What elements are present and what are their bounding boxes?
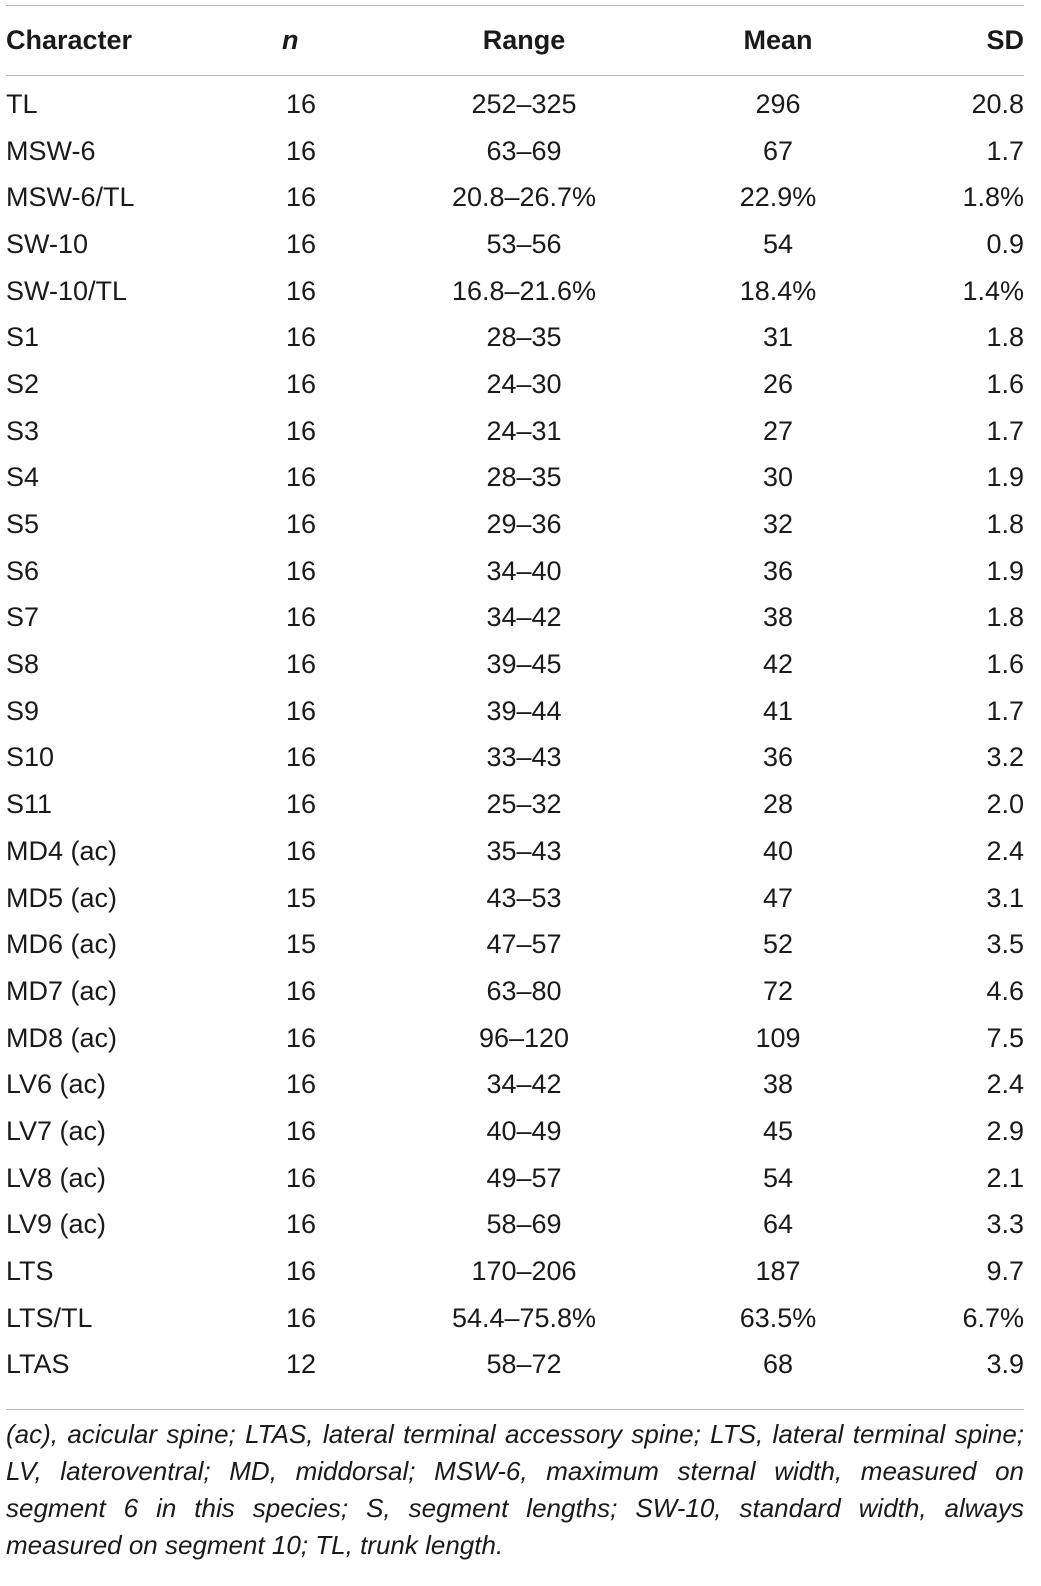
table-row (6, 595, 1024, 642)
cell-mean: 22.9% (739, 182, 817, 213)
cell-n: 12 (286, 1349, 317, 1380)
cell-character: S1 (6, 322, 40, 353)
cell-mean: 41 (762, 695, 794, 726)
cell-sd: 3.9 (986, 1349, 1024, 1380)
table-row (6, 501, 1024, 548)
cell-sd: 3.2 (986, 742, 1024, 773)
table-row (6, 968, 1024, 1015)
cell-sd: 3.1 (986, 882, 1024, 913)
table-row (6, 1342, 1024, 1389)
cell-character: S5 (6, 509, 40, 540)
cell-sd: 1.7 (986, 695, 1024, 726)
cell-mean: 32 (762, 509, 794, 540)
cell-n: 16 (286, 462, 317, 493)
cell-range: 33–43 (486, 742, 562, 773)
cell-sd: 7.5 (986, 1022, 1024, 1053)
cell-n: 16 (286, 602, 317, 633)
cell-mean: 54 (762, 1162, 794, 1193)
cell-mean: 18.4% (739, 275, 817, 306)
cell-sd: 3.5 (986, 929, 1024, 960)
cell-mean: 67 (762, 135, 794, 166)
cell-sd: 3.3 (986, 1209, 1024, 1240)
cell-n: 15 (286, 882, 317, 913)
cell-character: LTS (6, 1256, 54, 1287)
table-row (6, 268, 1024, 315)
cell-mean: 36 (762, 555, 794, 586)
table-row (6, 128, 1024, 175)
cell-mean: 26 (762, 368, 794, 399)
cell-range: 16.8–21.6% (451, 275, 597, 306)
table-row (6, 548, 1024, 595)
cell-mean: 52 (762, 929, 794, 960)
cell-n: 16 (286, 415, 317, 446)
table-row (6, 1015, 1024, 1062)
cell-sd: 1.7 (986, 415, 1024, 446)
cell-character: LV9 (ac) (6, 1209, 107, 1240)
cell-sd: 2.4 (986, 1069, 1024, 1100)
cell-n: 16 (286, 835, 317, 866)
cell-n: 16 (286, 975, 317, 1006)
table-row (6, 1295, 1024, 1342)
cell-sd: 4.6 (986, 975, 1024, 1006)
cell-range: 47–57 (486, 929, 562, 960)
table-row (6, 735, 1024, 782)
cell-n: 16 (286, 1022, 317, 1053)
cell-range: 54.4–75.8% (451, 1302, 597, 1333)
cell-range: 252–325 (471, 88, 577, 119)
table-row (6, 688, 1024, 735)
cell-sd: 2.4 (986, 835, 1024, 866)
cell-n: 16 (286, 789, 317, 820)
cell-character: MSW-6/TL (6, 182, 135, 213)
table-row (6, 1108, 1024, 1155)
table-row (6, 1248, 1024, 1295)
cell-range: 58–69 (486, 1209, 562, 1240)
cell-n: 16 (286, 509, 317, 540)
cell-mean: 187 (755, 1256, 801, 1287)
cell-character: LV7 (ac) (6, 1115, 107, 1146)
cell-n: 16 (286, 1162, 317, 1193)
cell-character: MSW-6 (6, 135, 96, 166)
cell-character: TL (6, 88, 38, 119)
cell-range: 34–42 (486, 1069, 562, 1100)
cell-range: 63–69 (486, 135, 562, 166)
cell-sd: 1.8 (986, 509, 1024, 540)
cell-range: 24–30 (486, 368, 562, 399)
cell-sd: 6.7% (962, 1302, 1024, 1333)
table-row (6, 1155, 1024, 1202)
header-mean: Mean (743, 25, 813, 55)
cell-character: MD5 (ac) (6, 882, 118, 913)
cell-range: 20.8–26.7% (451, 182, 597, 213)
table-row (6, 828, 1024, 875)
table-row (6, 361, 1024, 408)
cell-n: 16 (286, 322, 317, 353)
cell-character: SW-10 (6, 228, 89, 259)
cell-n: 16 (286, 182, 317, 213)
table-header-row (6, 6, 1024, 75)
table-bottom-rule (6, 1409, 1024, 1410)
cell-n: 16 (286, 555, 317, 586)
cell-character: MD7 (ac) (6, 975, 118, 1006)
cell-sd: 1.8% (962, 182, 1024, 213)
cell-sd: 1.7 (986, 135, 1024, 166)
measurements-table (6, 6, 1024, 1388)
cell-mean: 54 (762, 228, 794, 259)
cell-character: MD4 (ac) (6, 835, 118, 866)
cell-mean: 27 (762, 415, 794, 446)
cell-n: 16 (286, 1256, 317, 1287)
cell-sd: 1.8 (986, 602, 1024, 633)
cell-character: LV8 (ac) (6, 1162, 107, 1193)
cell-mean: 64 (762, 1209, 794, 1240)
table-row (6, 455, 1024, 502)
header-character: Character (6, 25, 133, 55)
cell-n: 16 (286, 135, 317, 166)
cell-mean: 28 (762, 789, 794, 820)
cell-range: 43–53 (486, 882, 562, 913)
cell-character: MD8 (ac) (6, 1022, 118, 1053)
table-row (6, 408, 1024, 455)
cell-mean: 109 (755, 1022, 801, 1053)
cell-mean: 72 (762, 975, 794, 1006)
cell-range: 34–42 (486, 602, 562, 633)
cell-mean: 68 (762, 1349, 794, 1380)
table-row (6, 781, 1024, 828)
cell-character: S11 (6, 789, 53, 820)
cell-character: S10 (6, 742, 55, 773)
table-row (6, 641, 1024, 688)
cell-mean: 38 (762, 602, 794, 633)
cell-mean: 30 (762, 462, 794, 493)
table-row (6, 174, 1024, 221)
cell-character: S6 (6, 555, 40, 586)
table-row (6, 314, 1024, 361)
cell-range: 34–40 (486, 555, 562, 586)
table-row (6, 875, 1024, 922)
header-n: n (282, 25, 299, 55)
cell-sd: 2.0 (986, 789, 1024, 820)
cell-character: S4 (6, 462, 40, 493)
table-row (6, 75, 1024, 128)
cell-mean: 38 (762, 1069, 794, 1100)
table-body (6, 75, 1024, 1388)
cell-n: 16 (286, 368, 317, 399)
cell-character: S8 (6, 649, 40, 680)
cell-character: LTS/TL (6, 1302, 93, 1333)
cell-character: S9 (6, 695, 40, 726)
cell-mean: 31 (762, 322, 794, 353)
cell-character: S3 (6, 415, 40, 446)
table-row (6, 221, 1024, 268)
table-row (6, 921, 1024, 968)
cell-range: 49–57 (486, 1162, 562, 1193)
cell-n: 16 (286, 88, 317, 119)
cell-character: MD6 (ac) (6, 929, 118, 960)
cell-range: 25–32 (486, 789, 562, 820)
table-row (6, 1202, 1024, 1249)
cell-range: 63–80 (486, 975, 562, 1006)
cell-n: 16 (286, 649, 317, 680)
cell-range: 35–43 (486, 835, 562, 866)
cell-n: 16 (286, 1069, 317, 1100)
cell-range: 29–36 (486, 509, 562, 540)
cell-sd: 2.1 (986, 1162, 1024, 1193)
table-footnote: (ac), acicular spine; LTAS, lateral terminal accessory spine; LTS, lateral terminal spine; LV, lateroventral; MD, middorsal; MSW-6, maximum sternal width, measured on segment 6 in this species; S, segment lengths; SW-10, standard width, always measured on segment 10; TL, trunk length. (6, 1419, 1024, 1560)
cell-n: 16 (286, 1115, 317, 1146)
cell-range: 39–45 (486, 649, 562, 680)
cell-sd: 1.6 (986, 649, 1024, 680)
cell-n: 16 (286, 228, 317, 259)
cell-range: 58–72 (486, 1349, 562, 1380)
cell-range: 96–120 (478, 1022, 570, 1053)
cell-range: 40–49 (486, 1115, 562, 1146)
cell-character: SW-10/TL (6, 275, 128, 306)
cell-range: 53–56 (486, 228, 562, 259)
cell-mean: 63.5% (739, 1302, 817, 1333)
cell-n: 16 (286, 695, 317, 726)
header-sd: SD (986, 25, 1024, 55)
cell-mean: 40 (762, 835, 794, 866)
cell-sd: 1.9 (986, 462, 1024, 493)
cell-sd: 9.7 (986, 1256, 1024, 1287)
cell-character: S2 (6, 368, 40, 399)
cell-range: 170–206 (471, 1256, 577, 1287)
header-range: Range (482, 25, 566, 55)
cell-character: LTAS (6, 1349, 70, 1380)
cell-mean: 36 (762, 742, 794, 773)
cell-sd: 1.8 (986, 322, 1024, 353)
cell-n: 16 (286, 275, 317, 306)
cell-sd: 2.9 (986, 1115, 1024, 1146)
cell-mean: 296 (755, 88, 801, 119)
cell-mean: 45 (762, 1115, 794, 1146)
cell-sd: 20.8 (971, 88, 1024, 119)
table-row (6, 1061, 1024, 1108)
cell-character: LV6 (ac) (6, 1069, 107, 1100)
cell-n: 16 (286, 1302, 317, 1333)
cell-n: 15 (286, 929, 317, 960)
cell-n: 16 (286, 742, 317, 773)
cell-character: S7 (6, 602, 40, 633)
cell-sd: 1.4% (962, 275, 1024, 306)
cell-sd: 0.9 (986, 228, 1024, 259)
cell-range: 28–35 (486, 322, 562, 353)
cell-range: 39–44 (486, 695, 562, 726)
cell-sd: 1.9 (986, 555, 1024, 586)
cell-sd: 1.6 (986, 368, 1024, 399)
cell-mean: 42 (762, 649, 794, 680)
cell-mean: 47 (762, 882, 794, 913)
cell-range: 28–35 (486, 462, 562, 493)
cell-n: 16 (286, 1209, 317, 1240)
cell-range: 24–31 (486, 415, 562, 446)
